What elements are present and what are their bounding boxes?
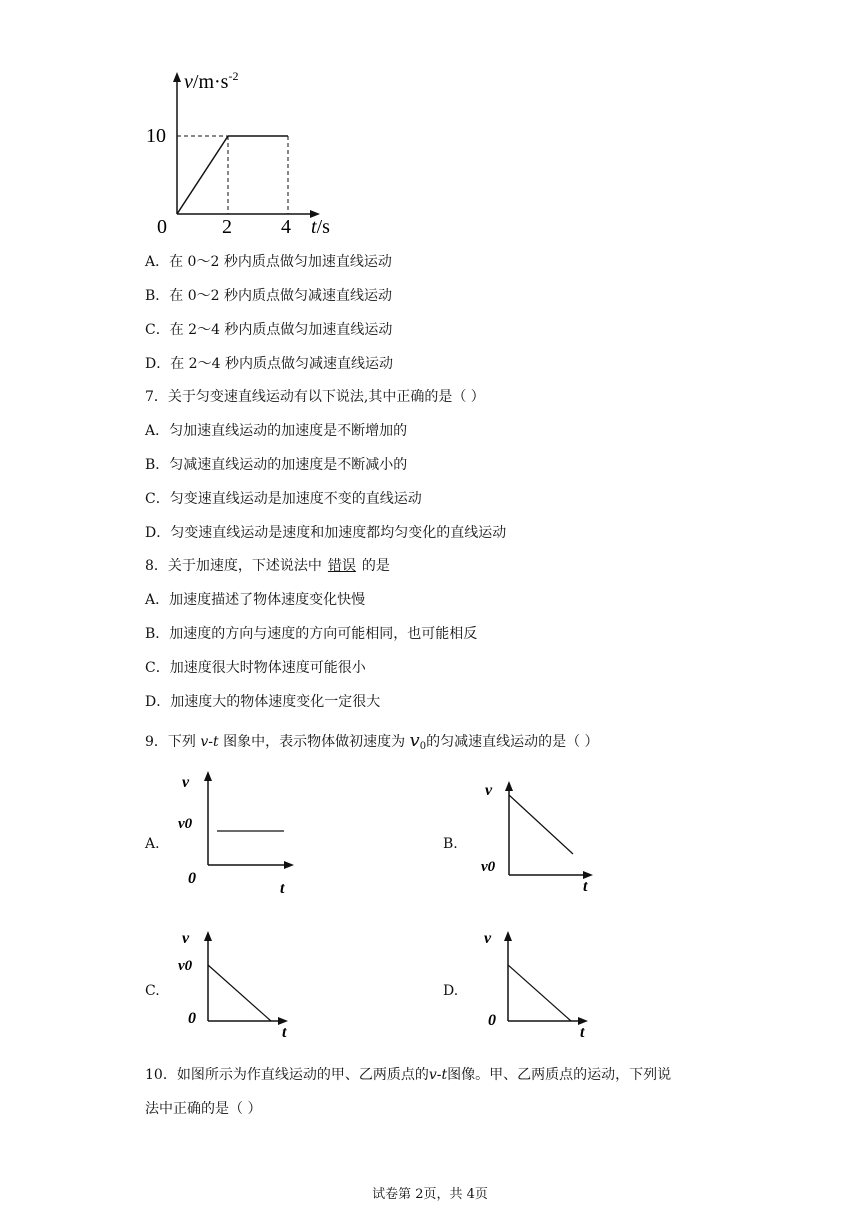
q9-stem: 9．下列 v-t 图象中，表示物体做初速度为 $v_0$的匀减速直线运动的是（ ） (145, 730, 599, 752)
q6-option-d: D．在 2～4 秒内质点做匀减速直线运动 (145, 356, 393, 372)
svg-text:t: t (280, 880, 285, 897)
q8-option-a: A．加速度描述了物体速度变化快慢 (145, 592, 366, 608)
q8-stem: 8．关于加速度，下述说法中 错误 的是 (145, 558, 390, 574)
svg-text:v0: v0 (178, 816, 193, 832)
svg-text:v0: v0 (178, 958, 193, 974)
q6-x-axis-label: t/s (311, 216, 330, 238)
q8-option-c: C．加速度很大时物体速度可能很小 (145, 660, 366, 676)
q9-graph-d (472, 925, 602, 1045)
q9-option-a-label: A. (145, 836, 160, 852)
q9-graph-b (475, 775, 605, 905)
q6-option-a: A．在 0～2 秒内质点做匀加速直线运动 (145, 254, 392, 270)
q9-option-d-label: D. (443, 983, 459, 999)
page-footer: 试卷第 2页，共 4页 (372, 1187, 488, 1202)
q7-option-c: C．匀变速直线运动是加速度不变的直线运动 (145, 491, 422, 507)
svg-text:v: v (182, 774, 190, 791)
q10-stem-line2: 法中正确的是（ ） (145, 1101, 262, 1117)
q7-stem: 7．关于匀变速直线运动有以下说法,其中正确的是（ ） (145, 389, 485, 405)
q6-x-tick-4: 4 (281, 216, 291, 238)
svg-text:0: 0 (188, 870, 196, 887)
svg-text:t: t (583, 878, 588, 895)
q6-origin-label: 0 (157, 216, 167, 238)
q9-graph-c (170, 925, 300, 1045)
q6-x-tick-2: 2 (222, 216, 232, 238)
q6-y-tick-10: 10 (146, 125, 166, 147)
q8-option-b: B．加速度的方向与速度的方向可能相同，也可能相反 (145, 626, 478, 642)
q8-underlined-word: 错误 (327, 558, 356, 574)
svg-text:0: 0 (188, 1010, 196, 1027)
svg-text:0: 0 (488, 1012, 496, 1029)
q9-option-c-label: C. (145, 983, 160, 999)
q9-option-b-label: B. (443, 836, 458, 852)
q6-option-b: B．在 0～2 秒内质点做匀减速直线运动 (145, 288, 393, 304)
q9-graph-a (170, 765, 300, 905)
svg-text:v: v (484, 930, 492, 947)
svg-text:v: v (182, 930, 190, 947)
q10-stem-line1: 10．如图所示为作直线运动的甲、乙两质点的v-t图像。甲、乙两质点的运动，下列说 (145, 1067, 672, 1083)
q7-option-d: D．匀变速直线运动是速度和加速度都均匀变化的直线运动 (145, 525, 507, 541)
q6-y-axis-label: $v/m\cdot s^{-2}$ (184, 69, 239, 93)
q6-vt-graph (146, 66, 350, 241)
svg-text:t: t (580, 1024, 585, 1041)
q8-option-d: D．加速度大的物体速度变化一定很大 (145, 694, 381, 710)
q7-option-b: B．匀减速直线运动的加速度是不断减小的 (145, 457, 408, 473)
svg-text:v0: v0 (481, 859, 496, 875)
q7-option-a: A．匀加速直线运动的加速度是不断增加的 (145, 423, 408, 439)
svg-text:v: v (485, 782, 493, 799)
svg-text:t: t (282, 1024, 287, 1041)
q6-option-c: C．在 2～4 秒内质点做匀加速直线运动 (145, 322, 393, 338)
